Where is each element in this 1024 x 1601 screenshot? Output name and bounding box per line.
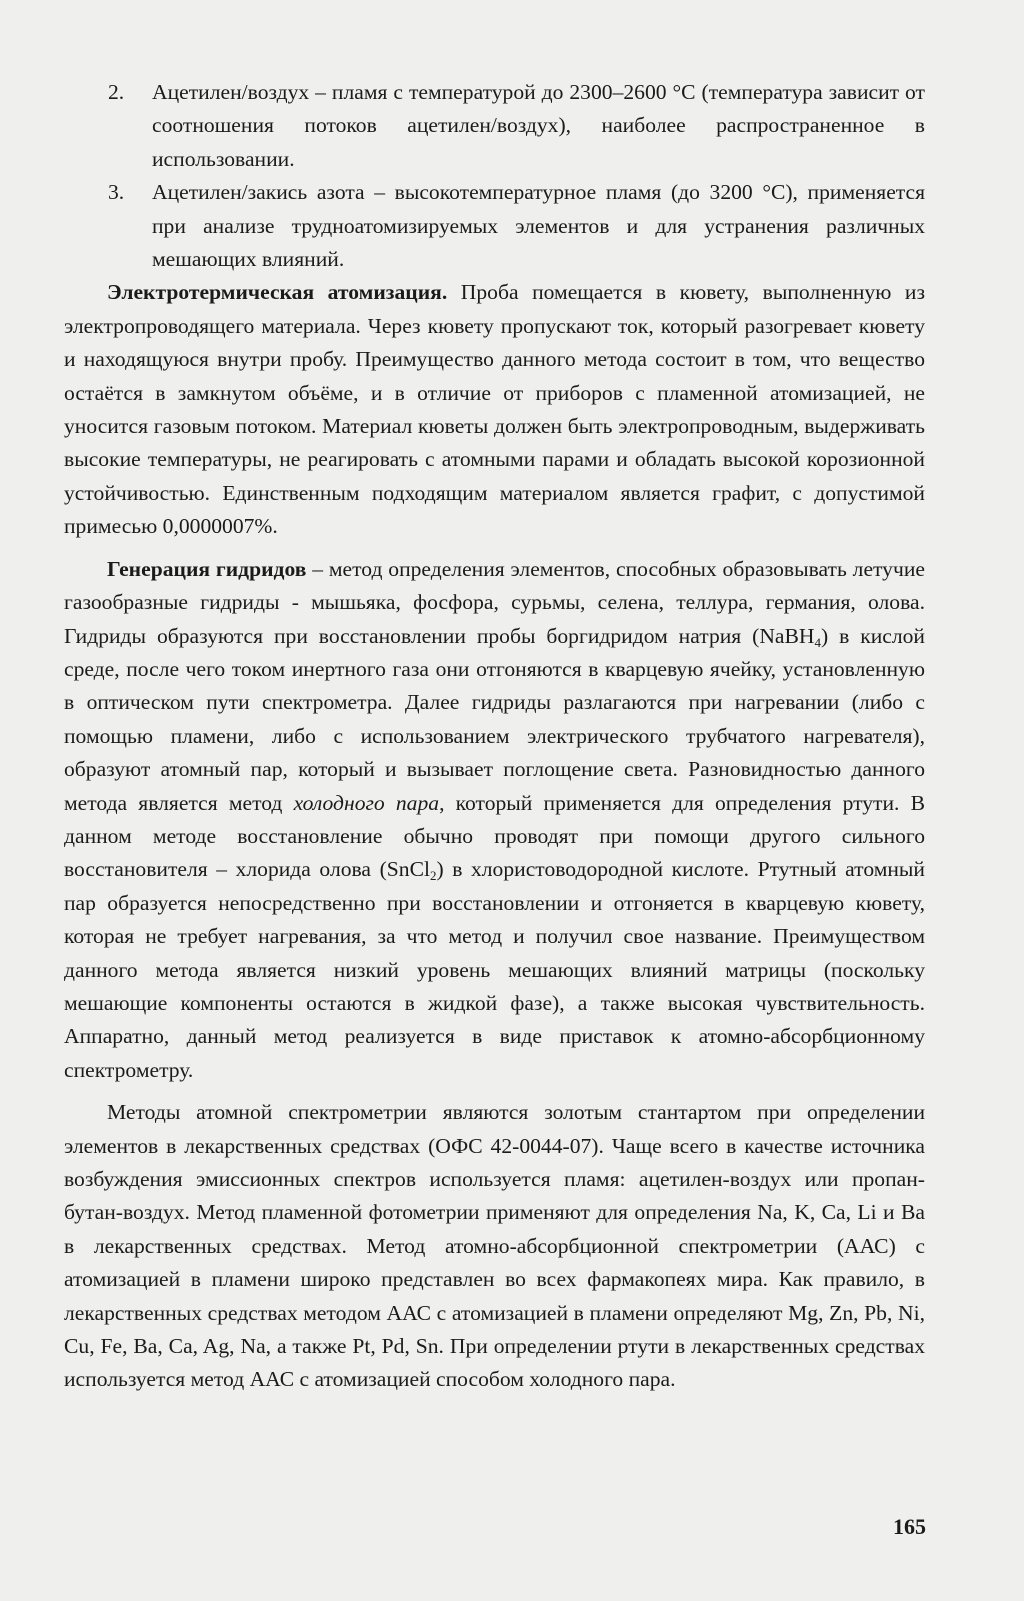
paragraph-text: Методы атомной спектрометрии являются золотым стантартом при определении элементов в лекарственных средствах (ОФС 42-0044-07). Чаще всего в качестве источника возбуждения эмиссионных спектров используется пламя: ацетилен-воздух или пропан-бутан-воздух. Метод пламенной фотометрии применяют для определения Na, K, Ca, Li и Ba в лекарственных средствах. Метод атомно-абсорбционной спектрометрии (ААС) с атомизацией в пламени широко представлен во всех фармакопеях мира. Как правило, в лекарственных средствах методом ААС с атомизацией в пламени определяют Mg, Zn, Pb, Ni, Cu, Fe, Ba, Ca, Ag, Na, а также Pt, Pd, Sn. При определении ртути в лекарственных средствах используется метод ААС с атомизацией способом холодного пара.: [64, 1100, 925, 1392]
list-item-text: Ацетилен/воздух – пламя с температурой до 2300–2600 °С (температура зависит от соотношения потоков ацетилен/воздух), наиболее распространенное в использовании.: [152, 80, 925, 171]
paragraph-electrothermal-atomization: [64, 276, 925, 543]
subscript: 4: [814, 634, 822, 650]
paragraph-text: , который применяется для определения ртути. В данном методе восстановление обычно проводят при помощи другого сильного восстановителя – хлорида олова (SnCl: [64, 790, 925, 882]
list-item-number: 2.: [108, 80, 125, 104]
paragraph-text: Проба помещается в кювету, выполненную из электропроводящего материала. Через кювету пропускают ток, который разогревает кювету и находящуюся внутри пробу. Преимущество данного метода состоит в том, что вещество остаётся в замкнутом объёме, и в отличие от приборов с пламенной атомизацией, не уносится газовым потоком. Материал кюветы должен быть электропроводным, выдерживать высокие температуры, не реагировать с атомными парами и обладать высокой корозионной устойчивостью. Единственным подходящим материалом является графит, с допустимой примесью 0,0000007%.: [64, 280, 925, 539]
paragraph-text: – метод определения элементов, способных образовывать летучие газообразные гидриды - мышьяка, фосфора, сурьмы, селена, теллура, германия, олова. Гидриды образуются при восстановлении пробы боргидридом натрия (NaBH: [64, 556, 925, 648]
list-item-text: Ацетилен/закись азота – высокотемпературное пламя (до 3200 °С), применяется при анализе трудноатомизируемых элементов и для устранения различных мешающих влияний.: [152, 180, 925, 272]
paragraph-hydride-generation: [64, 553, 925, 1088]
paragraph-text: ) в хлористоводородной кислоте. Ртутный атомный пар образуется непосредственно при восстановлении и отгоняется в кварцевую кювету, которая не требует нагревания, за что метод и получил свое название. Преимуществом данного метода является низкий уровень мешающих влияний матрицы (поскольку мешающие компоненты остаются в жидкой фазе), а также высокая чувствительность. Аппаратно, данный метод реализуется в виде приставок к атомно-абсорбционному спектрометру.: [64, 857, 925, 1082]
page-number: 165: [893, 1514, 926, 1539]
list-item: [64, 76, 925, 176]
term-hydride-generation: Генерация гидридов: [107, 556, 307, 581]
subscript: 2: [429, 868, 437, 884]
list-item-number: 3.: [108, 180, 125, 205]
paragraph-text: ) в кислой среде, после чего током инертного газа они отгоняются в кварцевую ячейку, установленную в оптическом пути спектрометра. Далее гидриды разлагаются при нагревании (либо с помощью пламени, либо с использованием электрического трубчатого нагревателя), образуют атомный пар, который и вызывает поглощение света. Разновидностью данного метода является метод: [64, 623, 925, 815]
list-item: [64, 176, 925, 276]
page-body: [64, 76, 925, 1397]
term-electrothermal: Электротермическая атомизация.: [107, 280, 448, 305]
paragraph-atomic-spectrometry-methods: [64, 1096, 925, 1397]
italic-term: холодного пара: [293, 790, 440, 815]
